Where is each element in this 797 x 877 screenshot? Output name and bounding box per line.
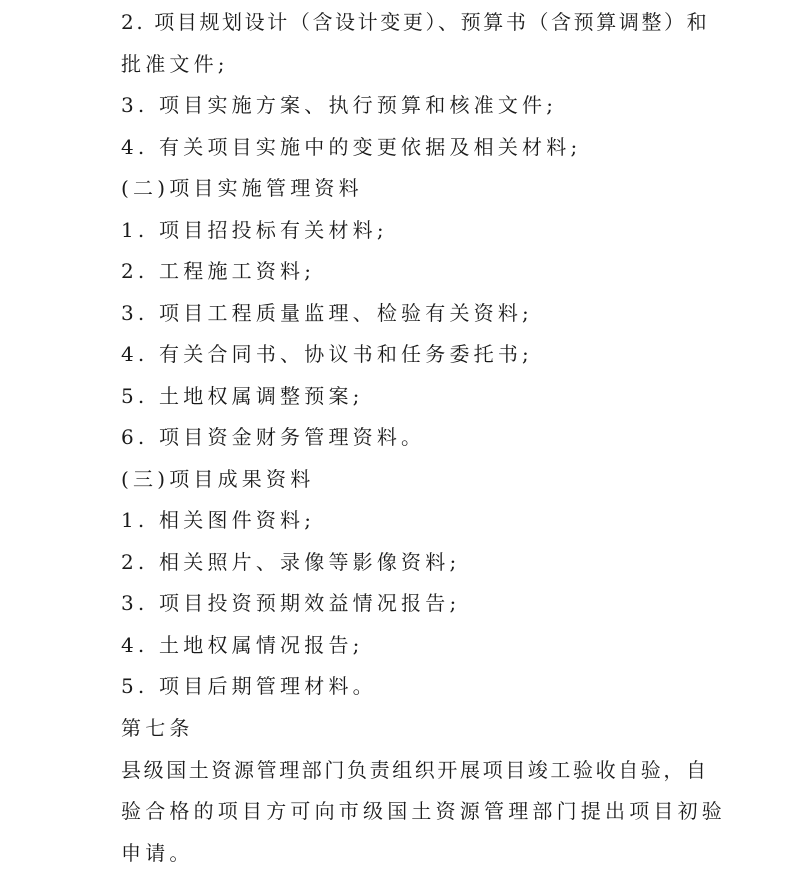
text-line: 批准文件; bbox=[121, 52, 229, 76]
text-line: 申请。 bbox=[121, 841, 194, 865]
text-line: 3. 项目实施方案、执行预算和核准文件; bbox=[121, 93, 558, 117]
text-line: 5. 项目后期管理材料。 bbox=[121, 674, 377, 698]
text-line: 4. 土地权属情况报告; bbox=[121, 633, 364, 657]
section-heading: (二)项目实施管理资料 bbox=[121, 176, 363, 200]
text-line: 2. 相关照片、录像等影像资料; bbox=[121, 550, 461, 574]
text-line: 验合格的项目方可向市级国土资源管理部门提出项目初验 bbox=[121, 799, 726, 823]
text-line: 3. 项目工程质量监理、检验有关资料; bbox=[121, 301, 533, 325]
text-line: 县级国土资源管理部门负责组织开展项目竣工验收自验，自 bbox=[121, 758, 709, 782]
text-line: 6. 项目资金财务管理资料。 bbox=[121, 425, 426, 449]
text-line: 1. 项目招投标有关材料; bbox=[121, 218, 388, 242]
text-line: 2. 项目规划设计（含设计变更）、预算书（含预算调整）和 bbox=[121, 10, 710, 34]
article-heading: 第七条 bbox=[121, 716, 194, 740]
text-line: 4. 有关项目实施中的变更依据及相关材料; bbox=[121, 135, 582, 159]
text-line: 4. 有关合同书、协议书和任务委托书; bbox=[121, 342, 533, 366]
text-line: 1. 相关图件资料; bbox=[121, 508, 316, 532]
text-line: 5. 土地权属调整预案; bbox=[121, 384, 364, 408]
text-line: 2. 工程施工资料; bbox=[121, 259, 316, 283]
text-line: 3. 项目投资预期效益情况报告; bbox=[121, 591, 461, 615]
section-heading: (三)项目成果资料 bbox=[121, 467, 315, 491]
